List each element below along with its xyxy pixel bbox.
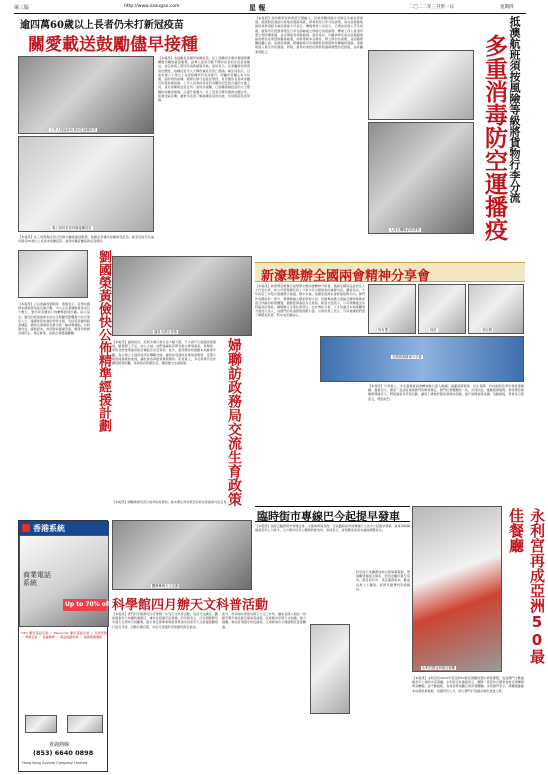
vaccine-body-left: 【本報訊】社工局與衛生局合作推出關愛載送服務，鼓勵長者儘早接種新冠疫苗。截至目前仍有逾四萬名60歲以上長者未接種疫苗，當局呼籲家屬協助長者預約。 — [18, 235, 154, 244]
masthead — [14, 3, 526, 13]
ad-phone-image-2 — [67, 715, 103, 733]
ad-logo-icon — [22, 524, 30, 532]
cargo-body: 【本報訊】為防範新冠病毒經空運輸入，民航局聯同衛生局制定多重消毒措施。抵澳航班須按出發地的風險等級，將貨物及行李分流處理，來自高風險地區的貨物須經多重消毒後方可放行。機場專營公司表示，已增加消毒人手及設備，確保所有抵澳貨物及行李在卸載後立即進行消毒處理。機場工作人員須穿著全套防護裝備，並定期接受核酸檢測。當局指出，冷鏈貨物及來自高風險地區的郵包亦會實施嚴格檢測，如發現樣本呈陽性，將立即封存處理，並追蹤相關接觸人員。民航局強調，相關措施可有效降低病毒經物件傳播的風險，保障前線人員及市民健康。同時，當局亦會按疫情發展適時調整防疫措施，並呼籲業界配合。 — [255, 16, 363, 54]
cargo-photo-2 — [368, 122, 474, 234]
page-label: 第三版 — [14, 5, 30, 11]
wynn-photo-caption: 永利宮獲亞洲最佳餐廳 — [422, 666, 455, 670]
masthead-url: http://www.szougao.com — [124, 4, 180, 9]
ad-brand: 香港系統 — [33, 524, 65, 533]
xinhao-speaker-2 — [418, 284, 466, 334]
vaccine-headline: 關愛載送鼓勵儘早接種 — [28, 35, 198, 55]
masthead-date: 二〇二二年三月卅一日 — [409, 5, 454, 10]
ad-discount-badge — [63, 599, 111, 611]
xinhao-headline: 新濠舉辦全國兩會精神分享會 — [261, 269, 431, 284]
fengxian-photo-portrait — [18, 250, 88, 298]
ad-title: 商業電話系統 — [23, 571, 51, 587]
vaccine-body-right: 【本報訊】為鼓勵長者儘早接種疫苗，社工局聯同多個社會服務機構推出關愛載送服務，由專人接送行動不便的長者前往疫苗接種站，並安排義工陪同及協助填寫表格。當局表示，長者屬新冠病毒高危群組，接種疫苗可大大降低重症及死亡風險。衛生局指出，目前本澳六十歲以上長者接種率仍有待提升，呼籲市民關心家中長輩，協助預約接種。服務自即日起接受預約，有需要的長者或家屬可致電熱線查詢。工作人員會按長者的身體狀況安排合適的交通工具，並於接種後送返住所。當局亦提醒，已接種兩劑疫苗的人士應儘快接種加強劑，以提升保護力。社工局表示將持續與社團合作，加強社區宣傳，讓更多長者了解接種疫苗的好處，共同築起免疫屏障。 — [158, 56, 250, 103]
women-headline: 婦聯訪政務局交流生育政策 — [226, 338, 242, 506]
science-photo-caption: 觀眾參與天文活動 — [152, 584, 179, 588]
vaccine-photo-2 — [18, 136, 154, 232]
science-headline: 科學館四月辦天文科普活動 — [112, 598, 269, 613]
vaccine-photo-1-caption: 工作人員協助長者前往接種疫苗 — [50, 128, 97, 132]
xinhao-name-2: 陸波 — [430, 328, 437, 332]
ad-phone-image — [25, 715, 57, 733]
ad-discount: Up to 70% off — [65, 601, 111, 608]
bus-body: 【本報訊】為配合臨時街市營運安排，交通事務局宣佈，往返臨時街市的專線巴士由今日起提早發車，首班車時間提前至早上六時半，以方便市民早上購買新鮮食材。當局表示，會因應乘客需求適時調整班次。 — [255, 524, 410, 533]
masthead-rule — [14, 13, 526, 14]
science-ad-photo — [310, 624, 350, 714]
bus-headline-band — [255, 506, 410, 522]
cargo-headline: 多重消毒防空運播疫 — [481, 34, 507, 241]
fengxian-photo-caption: 議員出席記者會 — [154, 330, 178, 334]
cargo-photo-caption: 人員在機場消毒貨物 — [390, 228, 420, 232]
science-body-left: 【本報訊】澳門科學館將於四月舉辦一系列天文科普活動，包括天文講座、觀星晚會及天象廳特備節目，讓市民認識宇宙奧秘。科學館表示，四月期間將有多個天文現象可供觀測，館方會安排專業導賞員帶領市民使用天文望遠鏡觀察行星及月球。活動名額有限，市民可透過科學館網頁報名參加。 — [112, 612, 218, 629]
paper-name: 星 報 — [249, 3, 266, 12]
cargo-kicker: 抵澳航班須按風險等級將貨物行李分流 — [508, 16, 521, 203]
cargo-photo-1 — [368, 50, 474, 120]
xinhao-banner-caption: 全國兩會精神分享會 — [392, 355, 422, 359]
science-body-far: 科學館天象廳將放映全新球幕電影，帶領觀眾遨遊太陽系，欣賞壯觀的星空景象。節目設有中、英及葡語版本，歡迎各界人士觀賞。詳情可瀏覽科學館網站。 — [356, 570, 410, 591]
vaccine-photo-2-caption: 義工陪同長者到場接種疫苗 — [52, 226, 92, 230]
wynn-photo — [412, 506, 502, 672]
xinhao-name-3: 吳培娟 — [482, 328, 492, 332]
xinhao-headline-band — [255, 262, 525, 282]
xinhao-body-right: 【本報訊】分享會上，多名嘉賓就兩會精神進行深入解讀，涵蓋經濟發展、民生保障、科技創新及青年發展等範疇。嘉賓表示，國家一直高度重視澳門的繁榮穩定，澳門社會應團結一致，共同抗疫，推動經濟復甦。新濠博亞娛樂管理層表示，將組織更多學習活動，讓員工增進對國家發展的認識，提升愛國愛澳意識。活動最後，與會者合照留念，場面熱烈。 — [368, 384, 524, 401]
ad-hotline: (853) 6640 0898 — [33, 749, 94, 757]
ad-enquiry-label: 查詢熱線 — [49, 742, 70, 748]
fengxian-body-right: 【本報訊】議員指出，近期多個行業生意大幅下跌，不少商戶已面臨結業困境，僱員開工不足，收入大減。他們建議政府研究推出專項基金，為旅遊、零售及飲食業提供租金補貼及免息貸款。此外，當局應加快推動本地就業計劃，為失業人士提供培訓及轉職支援。議員亦促請政府增加透明度，定期公佈經援措施的成效，讓社會各界監察資源運用。記者會上，多名業界代表亦講述經營困難，希望政府聆聽民意，儘快推出支援措施。 — [112, 340, 216, 366]
ad-brand-bar — [19, 521, 109, 535]
women-body: 【本報訊】婦聯總會代表日前拜訪政務局，就本澳生育政策及家庭友善措施交流意見。 — [112, 500, 230, 504]
fengxian-photo-group — [112, 256, 252, 336]
bus-headline: 臨時街市專線巴今起提早發車 — [257, 510, 400, 523]
science-body-right: 此外，科學館亦會推出親子天文工作坊，讓家長與小朋友一同動手製作星座盤及簡易望遠鏡，在遊戲中學習天文知識。館方提醒，參加者須遵守防疫措施，入場時須出示健康碼及量度體溫。 — [222, 612, 306, 629]
ad-block — [18, 520, 111, 772]
xinhao-name-1: 馬有禮 — [378, 328, 388, 332]
ad-footer: Hong Kong System Company Limited — [22, 761, 88, 765]
vaccine-kicker: 逾四萬60歲以上長者仍未打新冠疫苗 — [20, 20, 184, 31]
fengxian-body-left: 【本報訊】立法會議員劉國榮、黃儉表示，疫情持續對本澳經濟造成沉重打擊，中小企及基層僱員承受巨大壓力，要求政府儘快公佈精準經援計劃。兩人指出，過往的經援措施未能完全照顧受影響最大的行業及人士，建議當局加強針對性支援，包括延長僱員薪金補貼、增加失業援助及推出新一輪消費補貼，以刺激內需。議員認為，政府財政儲備充裕，應善用資源支援民生，穩定就業，協助企業渡過難關。 — [18, 302, 90, 336]
xinhao-speaker-3 — [468, 284, 524, 334]
vaccine-photo-1 — [18, 56, 154, 134]
ad-product-list: NEC 數位電話系統 ／ Panasonic 數位電話系統 ／ 多款型號 ／ 專業安裝 ／ 保養維修 ／ 電話線路申請 ／ 查詢優惠價格 — [21, 631, 107, 640]
xinhao-speaker-1 — [368, 284, 416, 334]
fengxian-headline: 劉國榮黃儉快公佈精準經援計劃 — [96, 250, 111, 432]
wynn-headline: 永利宮再成亞洲50最佳餐廳 — [507, 508, 546, 664]
science-photo — [112, 520, 252, 590]
xinhao-body-left: 【本報訊】新濠博亞娛樂日前舉辦全國兩會精神分享會，邀請全國政協委員及人大代表出席，向公司管理層及員工分享今年全國兩會的重要內容。講者指出，今年政府工作報告強調穩字當頭、穩中求進，為國家經濟社會發展指明方向。澳門作為國家的一部分，應積極融入國家發展大局，把握粵港澳大灣區及橫琴粵澳深度合作區的發展機遇，推動經濟適度多元發展。新濠方面表示，公司將繼續支持特區政府施政，積極履行企業社會責任，在非博彩元素、人才培養及本地採購等方面加大投入，為澳門的長遠發展貢獻力量。出席的員工表示，分享會讓他們更了解國家政策，對未來充滿信心。 — [255, 284, 365, 318]
wynn-body: 【本報訊】永利宮於2022年度亞洲50最佳餐廳評選中再度獲選，成為澳門少數連續多年上榜的中菜餐廳。永利宮行政總廚表示，團隊一直堅持以優質食材呈現傳統粵菜精髓，並不斷創新，為食客帶來難忘的用餐體驗。永利澳門表示，將繼續推動本地餐飲業發展，培養烹飪人才，助力澳門打造創意城市美食之都。 — [412, 676, 524, 693]
masthead-weekday: 星期四 — [500, 5, 514, 10]
